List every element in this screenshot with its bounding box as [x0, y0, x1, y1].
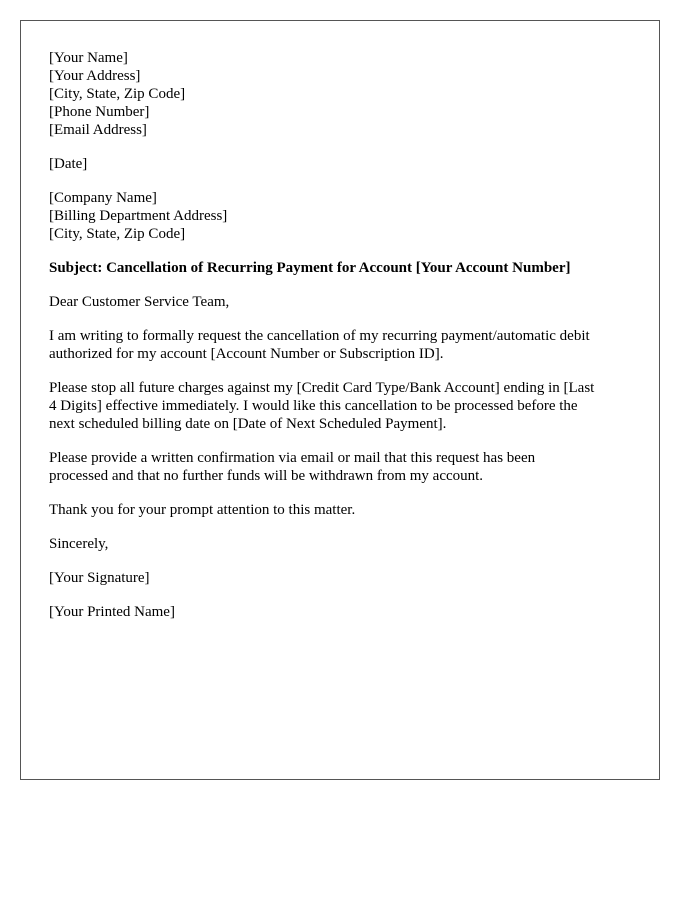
body-paragraph-3-line-2: processed and that no further funds will be withdrawn from my account.: [49, 468, 484, 484]
body-paragraph-2: [49, 379, 641, 433]
body-paragraph-2-line-3: next scheduled billing date on [Date of Next Scheduled Payment].: [49, 416, 447, 432]
closing: Sincerely,: [49, 536, 109, 552]
recipient-billing-address: [Billing Department Address]: [49, 208, 228, 224]
recipient-company: [Company Name]: [49, 190, 157, 206]
printed-name: [Your Printed Name]: [49, 604, 175, 620]
sender-city-state-zip: [City, State, Zip Code]: [49, 86, 186, 102]
recipient-city-state-zip: [City, State, Zip Code]: [49, 226, 186, 242]
body-paragraph-3-line-1: Please provide a written confirmation via email or mail that this request has been: [49, 450, 536, 466]
letter-page: [20, 20, 660, 780]
sender-address: [Your Address]: [49, 68, 141, 84]
body-paragraph-2-line-1: Please stop all future charges against my [Credit Card Type/Bank Account] ending in [Last: [49, 380, 595, 396]
sender-email: [Email Address]: [49, 122, 147, 138]
letter-date: [Date]: [49, 156, 88, 172]
body-paragraph-4: Thank you for your prompt attention to this matter.: [49, 502, 356, 518]
subject-line: Subject: Cancellation of Recurring Payment for Account [Your Account Number]: [49, 260, 571, 276]
body-paragraph-1-line-1: I am writing to formally request the cancellation of my recurring payment/automatic debit: [49, 328, 590, 344]
sender-phone: [Phone Number]: [49, 104, 150, 120]
sender-block: [49, 49, 641, 139]
date-block: [49, 155, 641, 173]
recipient-block: [49, 189, 641, 243]
body-paragraph-1: [49, 327, 641, 363]
salutation: Dear Customer Service Team,: [49, 294, 230, 310]
body-paragraph-1-line-2: authorized for my account [Account Number or Subscription ID].: [49, 346, 444, 362]
body-paragraph-2-line-2: 4 Digits] effective immediately. I would like this cancellation to be processed before the: [49, 398, 578, 414]
body-paragraph-3: [49, 449, 641, 485]
sender-name: [Your Name]: [49, 50, 128, 66]
signature: [Your Signature]: [49, 570, 150, 586]
letter-content: [49, 49, 641, 637]
